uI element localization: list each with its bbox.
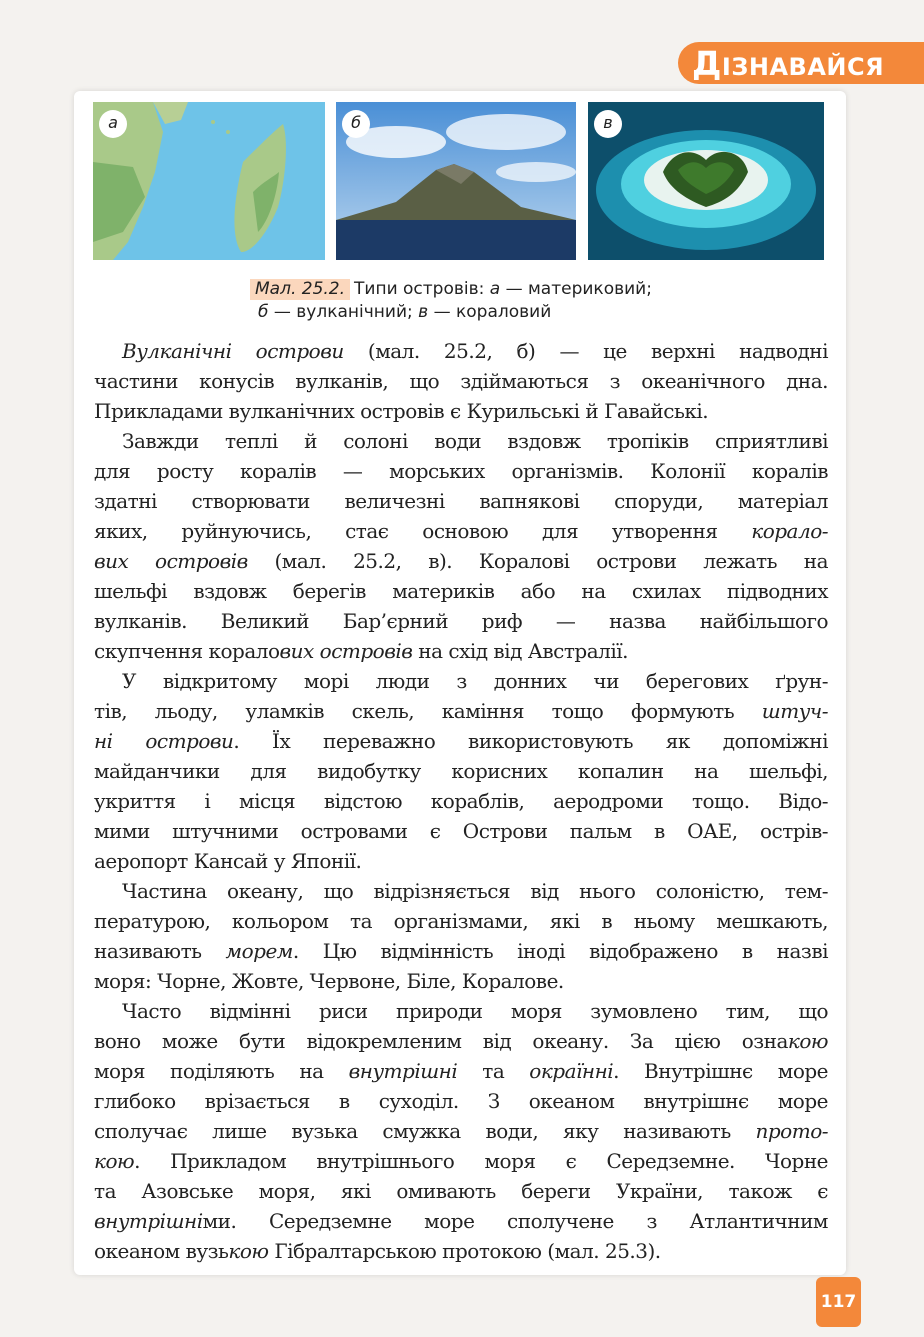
text-line: укриття і місця відстою кораблів, аеродроми тощо. Відо- — [94, 789, 828, 813]
text-line: Частина океану, що відрізняється від нього солоністю, тем- — [122, 879, 828, 903]
text-line: здатні створювати величезні вапнякові споруди, матеріал — [94, 489, 828, 513]
figure-number: Мал. 25.2. — [250, 279, 350, 300]
text-line: називають морем. Цю відмінність іноді відображено в назві — [94, 939, 828, 963]
text-line: аеропорт Кансай у Японії. — [94, 849, 362, 873]
text-line: тів, льоду, уламків скель, каміння тощо формують штуч- — [94, 699, 828, 723]
text-line: для росту коралів — морських організмів. Колонії коралів — [94, 459, 828, 483]
section-title: ДІЗНАВАЙСЯ — [692, 43, 885, 83]
text-line: сполучає лише вузька смужка води, яку називають прото- — [94, 1119, 828, 1143]
text-line: Прикладами вулканічних островів є Курильські й Гавайські. — [94, 399, 709, 423]
text-line: пературою, кольором та організмами, які в ньому мешкають, — [94, 909, 828, 933]
map-image — [93, 102, 325, 260]
text-line: ні острови. Їх переважно використовують як допоміжні — [94, 729, 828, 753]
text-line: внутрішніми. Середземне море сполучене з Атлантичним — [94, 1209, 828, 1233]
text-line: скупчення коралових островів на схід від Австралії. — [94, 639, 629, 663]
text-line: кою. Прикладом внутрішнього моря є Середземне. Чорне — [94, 1149, 828, 1173]
page-number: 117 — [816, 1277, 861, 1327]
text-line: майданчики для видобутку корисних копалин на шельфі, — [94, 759, 828, 783]
section-header — [678, 42, 924, 84]
text-line: моря: Чорне, Жовте, Червоне, Біле, Коралове. — [94, 969, 564, 993]
text-line: частини конусів вулканів, що здіймаються з океанічного дна. — [94, 369, 828, 393]
text-line: вих островів (мал. 25.2, в). Коралові острови лежать на — [94, 549, 828, 573]
text-line: У відкритому морі люди з донних чи берегових ґрун- — [122, 669, 828, 693]
text-line: Часто відмінні риси природи моря зумовлено тим, що — [122, 999, 828, 1023]
text-line: мими штучними островами є Острови пальм в ОАЕ, острів- — [94, 819, 828, 843]
figure-label-a: а — [99, 110, 127, 138]
figure-label-b: б — [342, 110, 370, 138]
text-line: Завжди теплі й солоні води вздовж тропіків сприятливі — [122, 429, 828, 453]
text-line: глибоко врізається в суходіл. З океаном внутрішнє море — [94, 1089, 828, 1113]
text-line: яких, руйнуючись, стає основою для утворення корало- — [94, 519, 828, 543]
text-line: океаном вузькою Гібралтарською протокою (мал. 25.3). — [94, 1239, 661, 1263]
text-line: вулканів. Великий Бар’єрний риф — назва найбільшого — [94, 609, 828, 633]
text-line: шельфі вздовж берегів материків або на схилах підводних — [94, 579, 828, 603]
text-line: та Азовське моря, які омивають береги України, також є — [94, 1179, 828, 1203]
body-text — [94, 336, 828, 1266]
text-line: моря поділяють на внутрішні та окраїнні. Внутрішнє море — [94, 1059, 828, 1083]
photo-mainland-island — [93, 102, 325, 260]
volcano-image — [336, 102, 576, 260]
coral-island-image — [588, 102, 824, 260]
figure-label-c: в — [594, 110, 622, 138]
photo-coral-island — [588, 102, 824, 260]
photo-volcanic-island — [336, 102, 576, 260]
figure-caption: Мал. 25.2. Типи островів: а — материковий; б — вулканічний; в — кораловий — [250, 278, 770, 324]
text-line: Вулканічні острови (мал. 25.2, б) — це верхні надводні — [122, 339, 828, 363]
text-line: воно може бути відокремленим від океану. За цією ознакою — [94, 1029, 828, 1053]
